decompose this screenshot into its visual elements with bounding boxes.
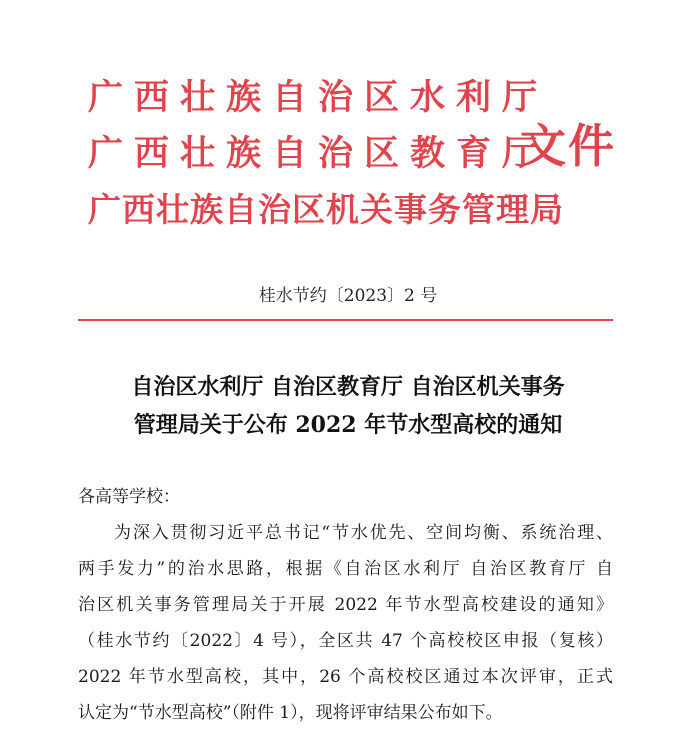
masthead-issuer-education: 广西壮族自治区教育厅 <box>88 134 549 174</box>
body-line-3: 治区机关事务管理局关于开展 2022 年节水型高校建设的通知》 <box>78 595 613 615</box>
body-line-5: 2022 年节水型高校，其中，26 个高校校区通过本次评审，正式 <box>78 667 613 687</box>
notice-title <box>60 368 636 444</box>
red-masthead <box>88 62 628 242</box>
body-line-4: （桂水节约〔2022〕4 号），全区共 47 个高校校区申报（复核） <box>78 631 613 651</box>
title-line-1: 自治区水利厅 自治区教育厅 自治区机关事务 <box>131 374 565 400</box>
red-divider <box>78 319 613 321</box>
salutation: 各高等学校： <box>78 487 180 507</box>
masthead-document-label: 文件 <box>520 119 616 173</box>
title-line-2: 管理局关于公布 2022 年节水型高校的通知 <box>133 412 563 438</box>
body-line-6: 认定为“节水型高校”（附件 1），现将评审结果公布如下。 <box>78 703 503 723</box>
body-line-2: 两手发力”的治水思路，根据《自治区水利厅 自治区教育厅 自 <box>78 559 613 579</box>
masthead-issuer-water: 广西壮族自治区水利厅 <box>88 78 549 118</box>
body-line-1: 为深入贯彻习近平总书记“节水优先、空间均衡、系统治理、 <box>114 523 613 543</box>
document-number: 桂水节约〔2023〕2 号 <box>258 286 438 306</box>
masthead-issuer-affairs: 广西壮族自治区机关事务管理局 <box>88 190 564 229</box>
